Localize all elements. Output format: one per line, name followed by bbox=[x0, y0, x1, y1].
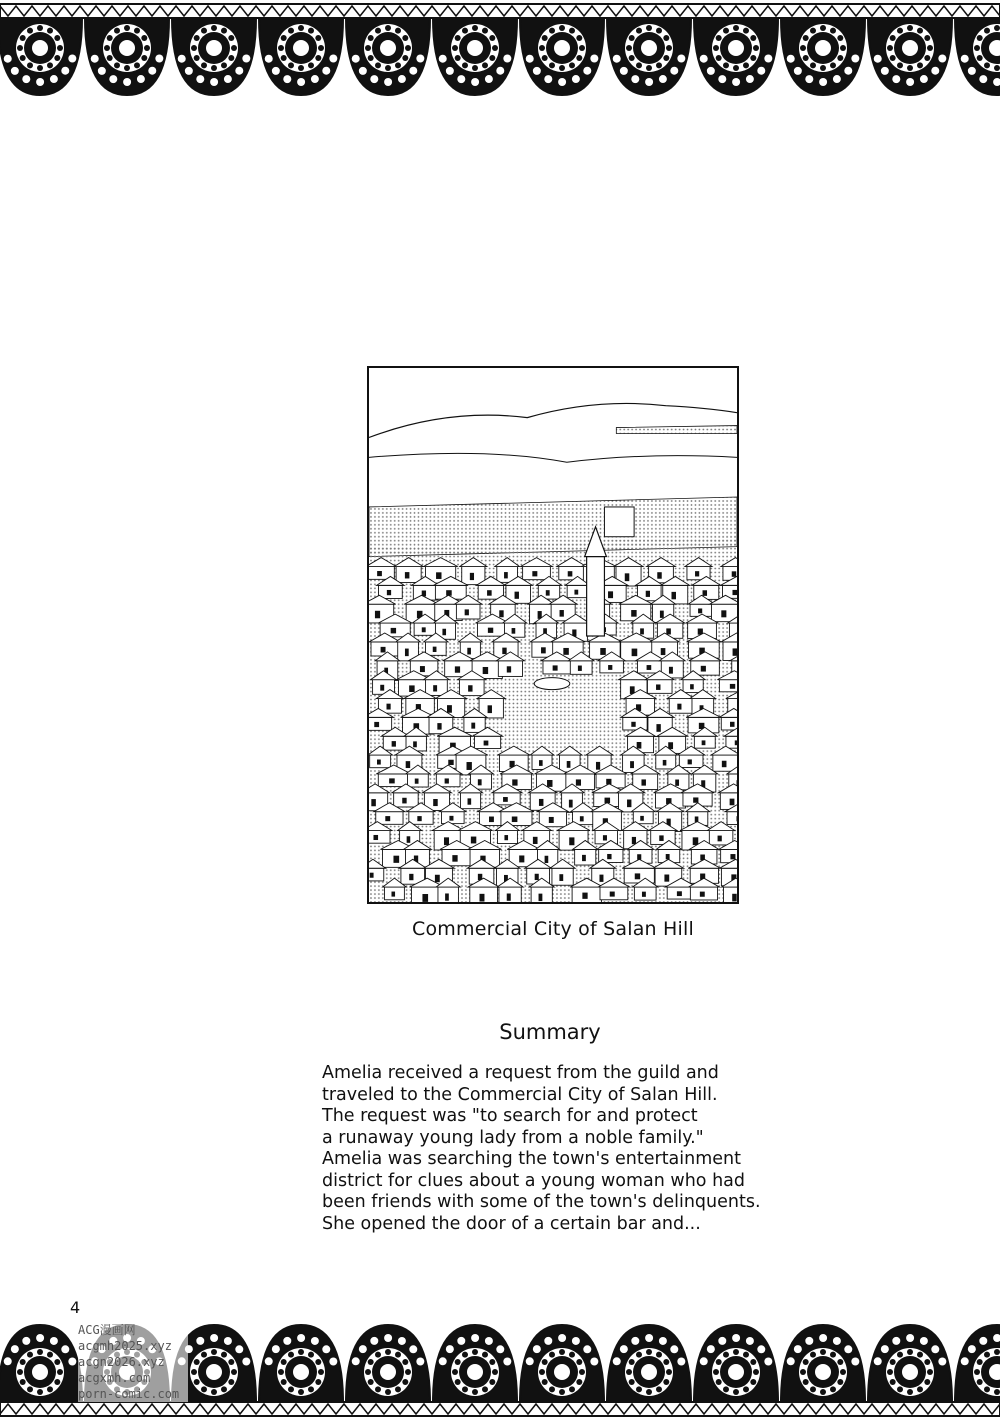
watermark-line: ACG漫画网 bbox=[78, 1322, 188, 1338]
watermark-line: acgn2026.xyz bbox=[78, 1354, 188, 1370]
page-number: 4 bbox=[70, 1298, 81, 1317]
watermark-line: porn-comic.com bbox=[78, 1386, 188, 1402]
summary-heading: Summary bbox=[499, 1020, 601, 1044]
summary-line: She opened the door of a certain bar and... bbox=[322, 1213, 701, 1234]
summary-line: district for clues about a young woman who had bbox=[322, 1170, 745, 1191]
town-panorama-icon bbox=[369, 368, 737, 902]
illustration-caption: Commercial City of Salan Hill bbox=[412, 918, 694, 940]
town-panorama-illustration bbox=[367, 366, 739, 904]
top-lace-border bbox=[0, 0, 1000, 110]
summary-line: been friends with some of the town's delinquents. bbox=[322, 1192, 761, 1212]
summary-line: Amelia received a request from the guild and bbox=[322, 1063, 719, 1083]
watermark-line: acgxmh.com bbox=[78, 1370, 188, 1386]
summary-line: The request was "to search for and protect bbox=[322, 1106, 698, 1126]
summary-line: a runaway young lady from a noble family." bbox=[322, 1127, 704, 1148]
summary-line: Amelia was searching the town's entertainment bbox=[322, 1149, 742, 1169]
watermark bbox=[78, 1322, 188, 1402]
summary-line: traveled to the Commercial City of Salan Hill. bbox=[322, 1084, 718, 1105]
summary-text bbox=[322, 1063, 762, 1235]
lace-border-pattern-icon bbox=[0, 0, 1000, 110]
watermark-line: acgmh2025.xyz bbox=[78, 1338, 188, 1354]
